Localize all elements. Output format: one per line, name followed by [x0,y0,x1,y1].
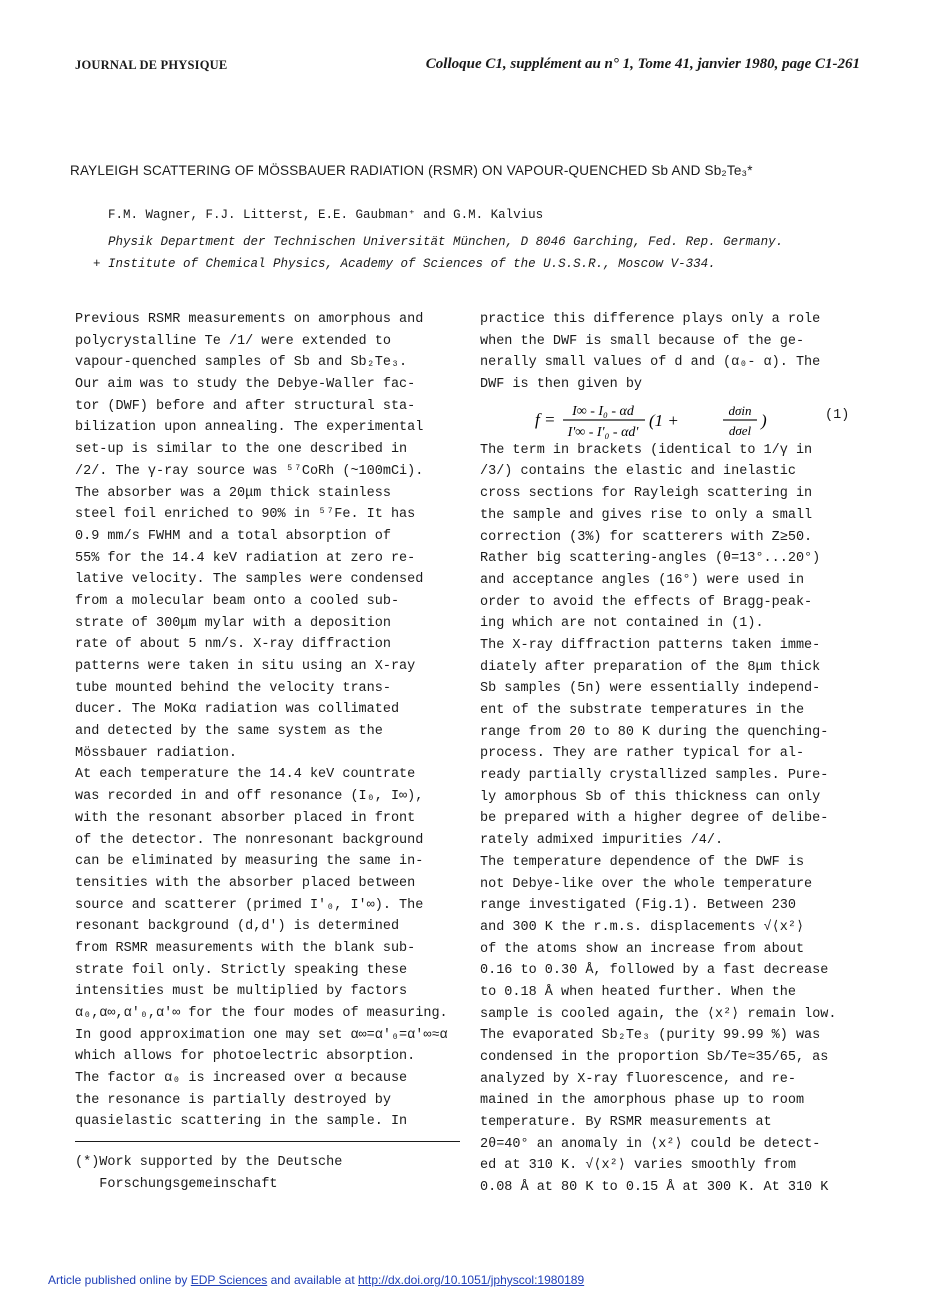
left-column-line: of the detector. The nonresonant background [75,832,424,848]
doi-link[interactable]: http://dx.doi.org/10.1051/jphyscol:1980189 [357,1273,585,1287]
right-column-bottom-line: The evaporated Sb₂Te₃ (purity 99.99 %) was [480,1028,821,1044]
equation-label: (1) [825,408,850,423]
right-column-bottom-line: range investigated (Fig.1). Between 230 [480,898,796,914]
left-column-line: tor (DWF) before and after structural sta- [75,398,416,414]
citation-header: Colloque C1, supplément au n° 1, Tome 41, janvier 1980, page C1-261 [425,56,860,72]
right-column-bottom-line: The temperature dependence of the DWF is [480,854,805,870]
footnote [75,1152,342,1195]
left-column-line: with the resonant absorber placed in front [75,810,416,826]
right-column-bottom-line: of the atoms show an increase from about [480,941,805,957]
right-column-bottom-line: and acceptance angles (16°) were used in [480,572,805,588]
left-column-line: vapour-quenched samples of Sb and Sb₂Te₃. [75,355,408,371]
left-column-line: from a molecular beam onto a cooled sub- [75,593,400,609]
left-column-line: 55% for the 14.4 keV radiation at zero re- [75,550,416,566]
left-column-line: strate foil only. Strictly speaking these [75,962,408,978]
footnote-line-2: Forschungsgemeinschaft [75,1176,278,1192]
affiliation-1: Physik Department der Technischen Universität München, D 8046 Garching, Fed. Rep. Germany. [108,235,784,249]
left-column-line: can be eliminated by measuring the same in- [75,854,424,870]
right-column-bottom-line: /3/) contains the elastic and inelastic [480,464,796,480]
eq-lhs: f = [535,410,556,429]
footnote-rule [75,1141,460,1142]
authors: F.M. Wagner, F.J. Litterst, E.E. Gaubman⁺ and G.M. Kalvius [108,208,544,222]
right-column-top-line: practice this difference plays only a role [480,312,821,327]
left-column-line: quasielastic scattering in the sample. In [75,1114,408,1130]
left-column-line: The factor α₀ is increased over α because [75,1071,408,1087]
eq-frac-numerator: dσin [728,403,752,418]
right-column-bottom-line: Rather big scattering-angles (θ=13°...20°) [480,551,821,567]
right-column-bottom-line: ent of the substrate temperatures in the [480,703,805,718]
left-column-line: strate of 300μm mylar with a deposition [75,615,391,631]
right-column-bottom-line: 0.16 to 0.30 Å, followed by a fast decrease [480,963,829,979]
right-column-bottom-line: The term in brackets (identical to 1/γ in [480,442,813,458]
journal-name: JOURNAL DE PHYSIQUE [75,58,228,72]
left-column-line: steel foil enriched to 90% in ⁵⁷Fe. It has [75,507,416,523]
left-column-line: which allows for photoelectric absorption. [75,1049,416,1065]
left-column-line: the resonance is partially destroyed by [75,1092,391,1108]
right-column-bottom-line: ed at 310 K. √⟨x²⟩ varies smoothly from [480,1158,797,1174]
right-column-bottom-line: rately admixed impurities /4/. [480,833,724,849]
right-column-bottom-line: correction (3%) for scatterers with Z≥50. [480,529,813,545]
right-column-top [480,309,875,396]
eq-numerator: I∞ - I₀ - αd [572,404,634,419]
left-column-line: 0.9 mm/s FWHM and a total absorption of [75,528,391,544]
right-column-bottom-line: condensed in the proportion Sb/Te≈35/65, as [480,1050,829,1065]
left-column-line: from RSMR measurements with the blank sub- [75,940,416,956]
left-column-line: tensities with the absorber placed between [75,875,416,891]
right-column-bottom-line: process. They are rather typical for al- [480,746,805,762]
right-column-bottom-line: mained in the amorphous phase up to room [480,1093,805,1109]
left-column-line: set-up is similar to the one described in [75,442,408,458]
eq-bracket-open: (1 + [649,411,679,430]
left-column-line: and detected by the same system as the [75,724,383,740]
right-column-bottom [480,440,875,1199]
right-column-bottom-line: the sample and gives rise to only a small [480,507,813,523]
left-column-line: lative velocity. The samples were condensed [75,572,424,588]
right-column-bottom-line: diately after preparation of the 8μm thick [480,659,821,675]
left-column-line: Mössbauer radiation. [75,745,238,761]
eq-frac-denominator: dσel [728,423,752,438]
right-column-bottom-line: sample is cooled again, the ⟨x²⟩ remain low. [480,1006,837,1022]
right-column-bottom-line: analyzed by X-ray fluorescence, and re- [480,1071,796,1087]
left-column-line: /2/. The γ-ray source was ⁵⁷CoRh (~100mCi). [75,463,424,479]
right-column-bottom-line: cross sections for Rayleigh scattering in [480,486,813,502]
right-column-bottom-line: not Debye-like over the whole temperature [480,876,813,892]
right-column-bottom-line: ing which are not contained in (1). [480,616,764,632]
left-column [75,309,470,1133]
left-column-line: α₀,α∞,α'₀,α'∞ for the four modes of measuring. [75,1006,448,1021]
right-column-bottom-line: 0.08 Å at 80 K to 0.15 Å at 300 K. At 310 K [480,1180,829,1196]
left-column-line: tube mounted behind the velocity trans- [75,680,391,696]
right-column-bottom-line: ready partially crystallized samples. Pure- [480,768,829,784]
left-column-line: patterns were taken in situ using an X-ray [75,659,416,674]
left-column-line: In good approximation one may set α∞=α'₀=α'∞≈α [75,1027,448,1043]
right-column-top-line: DWF is then given by [480,377,643,393]
left-column-line: rate of about 5 nm/s. X-ray diffraction [75,637,391,653]
footer [48,1273,584,1287]
footer-middle: and available at [267,1273,358,1287]
left-column-line: ducer. The MoKα radiation was collimated [75,702,400,718]
left-column-line: resonant background (d,d') is determined [75,919,400,935]
eq-denominator: I'∞ - I'₀ - αd' [567,425,639,440]
left-column-line: Our aim was to study the Debye-Waller fac- [75,377,416,393]
left-column-line: The absorber was a 20μm thick stainless [75,485,391,501]
footer-prefix: Article published online by [48,1273,191,1287]
eq-bracket-close: ) [761,411,767,430]
right-column-bottom-line: temperature. By RSMR measurements at [480,1115,772,1131]
left-column-line: Previous RSMR measurements on amorphous and [75,312,424,327]
right-column-bottom-line: ly amorphous Sb of this thickness can only [480,789,821,805]
right-column-top-line: nerally small values of d and (α₀- α). The [480,355,821,371]
right-column-bottom-line: range from 20 to 80 K during the quenching- [480,724,829,740]
equation-1 [535,399,855,439]
left-column-line: intensities must be multiplied by factors [75,984,408,1000]
left-column-line: source and scatterer (primed I'₀, I'∞). The [75,897,424,913]
left-column-line: At each temperature the 14.4 keV countrate [75,767,416,783]
right-column-top-line: when the DWF is small because of the ge- [480,333,805,349]
right-column-bottom-line: The X-ray diffraction patterns taken imme- [480,637,821,653]
footnote-line-1: (*)Work supported by the Deutsche [75,1155,343,1170]
right-column-bottom-line: order to avoid the effects of Bragg-peak- [480,594,813,610]
affiliation-2: + Institute of Chemical Physics, Academy of Sciences of the U.S.S.R., Moscow V-334. [93,257,716,271]
right-column-bottom-line: be prepared with a higher degree of delibe- [480,811,829,827]
paper-title: RAYLEIGH SCATTERING OF MÖSSBAUER RADIATION (RSMR) ON VAPOUR-QUENCHED Sb AND Sb₂Te₃* [70,163,753,178]
right-column-bottom-line: and 300 K the r.m.s. displacements √⟨x²⟩ [480,919,805,935]
equation-svg [535,399,855,443]
right-column-bottom-line: 2θ=40° an anomaly in ⟨x²⟩ could be detect- [480,1136,821,1152]
left-column-line: bilization upon annealing. The experimental [75,420,424,436]
right-column-bottom-line: to 0.18 Å when heated further. When the [480,984,796,1000]
right-column-bottom-line: Sb samples (5n) were essentially independ- [480,681,821,697]
left-column-line: was recorded in and off resonance (I₀, I∞), [75,789,424,805]
publisher-link[interactable]: EDP Sciences [190,1273,268,1287]
left-column-line: polycrystalline Te /1/ were extended to [75,333,391,349]
